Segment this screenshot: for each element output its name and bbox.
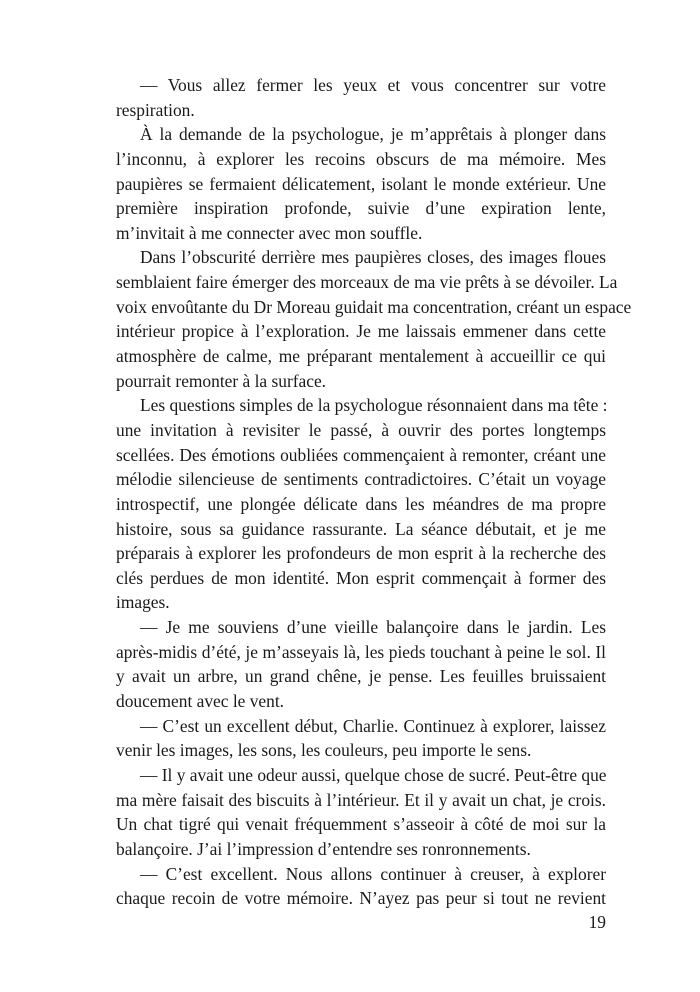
text-line: — Il y avait une odeur aussi, quelque chose de sucré. Peut-être que — [140, 764, 607, 785]
text-line: y avait un arbre, un grand chêne, je pense. Les feuilles bruissaient — [116, 666, 606, 687]
text-line: intérieur propice à l’exploration. Je me laissais emmener dans cette — [116, 321, 606, 342]
text-line: histoire, sous sa guidance rassurante. La séance débutait, et je me — [116, 518, 606, 539]
text-line: ma mère faisait des biscuits à l’intérieur. Et il y avait un chat, je crois. — [116, 789, 606, 810]
text-line: balançoire. J’ai l’impression d’entendre ses ronronnements. — [116, 838, 531, 859]
body-text — [116, 73, 632, 911]
text-line: voix envoûtante du Dr Moreau guidait ma concentration, créant un espace — [116, 296, 632, 317]
text-line: Un chat tigré qui venait fréquemment s’asseoir à côté de moi sur la — [116, 814, 606, 835]
text-line: mélodie silencieuse de sentiments contradictoires. C’était un voyage — [116, 469, 606, 490]
text-line: Les questions simples de la psychologue résonnaient dans ma tête : — [140, 395, 608, 416]
text-line: — Je me souviens d’une vieille balançoire dans le jardin. Les — [140, 617, 606, 638]
text-line: une invitation à revisiter le passé, à ouvrir des portes longtemps — [116, 419, 606, 440]
text-line: semblaient faire émerger des morceaux de ma vie prêts à se dévoiler. La — [116, 272, 618, 293]
text-line: images. — [116, 592, 170, 613]
text-line: venir les images, les sons, les couleurs, peu importe le sens. — [116, 740, 532, 761]
paragraph — [116, 73, 606, 122]
paragraph — [116, 393, 606, 615]
text-line: préparais à explorer les profondeurs de mon esprit à la recherche des — [116, 543, 606, 564]
text-line: introspectif, une plongée délicate dans les méandres de ma propre — [116, 493, 606, 514]
text-line: première inspiration profonde, suivie d’une expiration lente, — [116, 198, 606, 219]
paragraph — [116, 122, 606, 245]
text-line: À la demande de la psychologue, je m’apprêtais à plonger dans — [140, 124, 606, 145]
text-line: atmosphère de calme, me préparant mentalement à accueillir ce qui — [116, 346, 606, 367]
paragraph — [116, 714, 606, 763]
text-line: — C’est excellent. Nous allons continuer à creuser, à explorer — [140, 863, 606, 884]
text-line: — Vous allez fermer les yeux et vous concentrer sur votre — [140, 75, 606, 95]
paragraph — [116, 245, 632, 393]
text-line: clés perdues de mon identité. Mon esprit commençait à former des — [116, 567, 606, 588]
paragraph — [116, 862, 606, 911]
text-line: l’inconnu, à explorer les recoins obscurs de ma mémoire. Mes — [116, 148, 606, 169]
text-line: chaque recoin de votre mémoire. N’ayez pas peur si tout ne revient — [116, 888, 606, 909]
text-line: doucement avec le vent. — [116, 691, 285, 712]
text-line: — C’est un excellent début, Charlie. Continuez à explorer, laissez — [140, 715, 606, 736]
paragraph — [116, 615, 606, 714]
text-line: scellées. Des émotions oubliées commençaient à remonter, créant une — [116, 444, 606, 465]
text-line: Dans l’obscurité derrière mes paupières closes, des images floues — [140, 247, 606, 268]
text-line: après-midis d’été, je m’asseyais là, les pieds touchant à peine le sol. Il — [116, 641, 606, 662]
text-line: pourrait remonter à la surface. — [116, 370, 327, 391]
text-line: m’invitait à me connecter avec mon souffle. — [116, 222, 423, 243]
text-line: respiration. — [116, 99, 195, 120]
page-number: 19 — [588, 912, 606, 932]
paragraph — [116, 763, 606, 862]
text-line: paupières se fermaient délicatement, isolant le monde extérieur. Une — [116, 173, 606, 194]
